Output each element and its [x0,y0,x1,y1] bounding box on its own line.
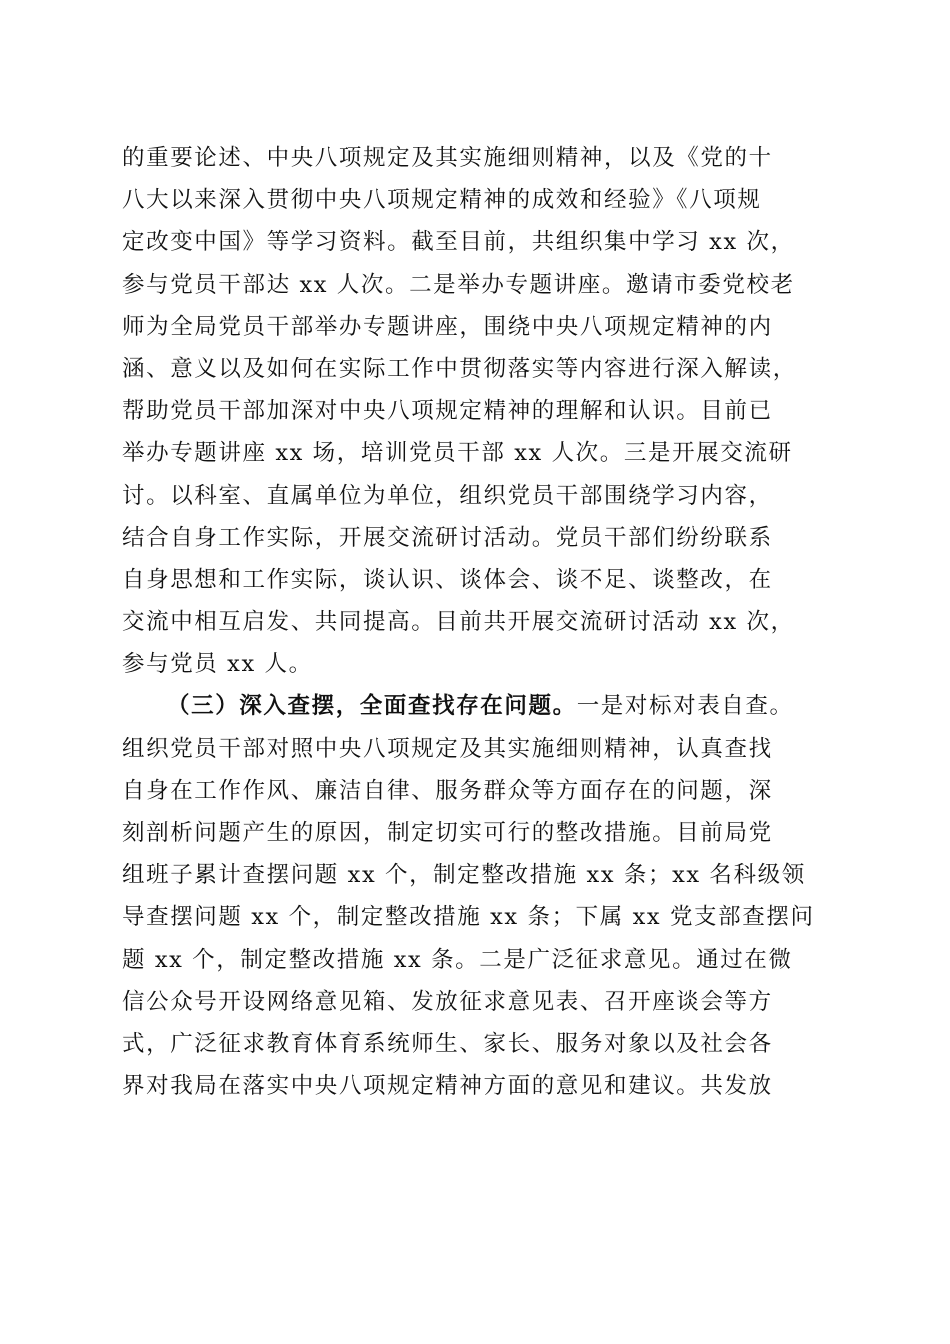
paragraph-1-line: 讨。以科室、直属单位为单位，组织党员干部围绕学习内容， [122,482,773,509]
paragraph-1-line: 帮助党员干部加深对中央八项规定精神的理解和认识。目前已 [122,398,773,425]
paragraph-1-line: 涵、意义以及如何在实际工作中贯彻落实等内容进行深入解读， [122,355,797,382]
paragraph-2-first-line [122,685,842,727]
paragraph-2-line: 题 xx 个，制定整改措施 xx 条。二是广泛征求意见。通过在微 [122,946,793,973]
paragraph-1-line: 举办专题讲座 xx 场，培训党员干部 xx 人次。三是开展交流研 [122,440,793,467]
paragraph-1-line: 交流中相互启发、共同提高。目前共开展交流研讨活动 xx 次， [122,609,795,636]
paragraph-1-line: 参与党员 xx 人。 [122,651,313,678]
paragraph-2-line: 式，广泛征求教育体育系统师生、家长、服务对象以及社会各 [122,1030,773,1057]
paragraph-2-line: 刻剖析问题产生的原因，制定切实可行的整改措施。目前局党 [122,820,773,846]
paragraph-2-line: 组班子累计查摆问题 xx 个，制定整改措施 xx 条；xx 名科级领 [122,862,806,889]
paragraph-1-line: 参与党员干部达 xx 人次。二是举办专题讲座。邀请市委党校老 [122,271,795,298]
paragraph-1-line: 师为全局党员干部举办专题讲座，围绕中央八项规定精神的内 [122,313,773,340]
paragraph-1-line: 结合自身工作实际，开展交流研讨活动。党员干部们纷纷联系 [122,524,773,551]
paragraph-1-line: 八大以来深入贯彻中央八项规定精神的成效和经验》《八项规 [122,187,762,214]
paragraph-2-first-line-text: 一是对标对表自查。 [576,693,794,720]
paragraph-2-line: 信公众号开设网络意见箱、发放征求意见表、召开座谈会等方 [122,988,773,1015]
paragraph-1-line: 的重要论述、中央八项规定及其实施细则精神，以及《党的十 [122,145,773,171]
paragraph-2-line: 组织党员干部对照中央八项规定及其实施细则精神，认真查找 [122,735,773,762]
paragraph-2-line: 界对我局在落实中央八项规定精神方面的意见和建议。共发放 [122,1073,773,1100]
paragraph-1-line: 定改变中国》等学习资料。截至目前，共组织集中学习 xx 次， [122,229,795,256]
document-body [122,137,842,1107]
section-heading: （三）深入查摆，全面查找存在问题。 [167,693,577,720]
paragraph-2-line: 自身在工作作风、廉洁自律、服务群众等方面存在的问题，深 [122,777,773,804]
paragraph-1-line: 自身思想和工作实际，谈认识、谈体会、谈不足、谈整改，在 [122,566,773,593]
paragraph-2-line: 导查摆问题 xx 个，制定整改措施 xx 条；下属 xx 党支部查摆问 [122,904,815,931]
